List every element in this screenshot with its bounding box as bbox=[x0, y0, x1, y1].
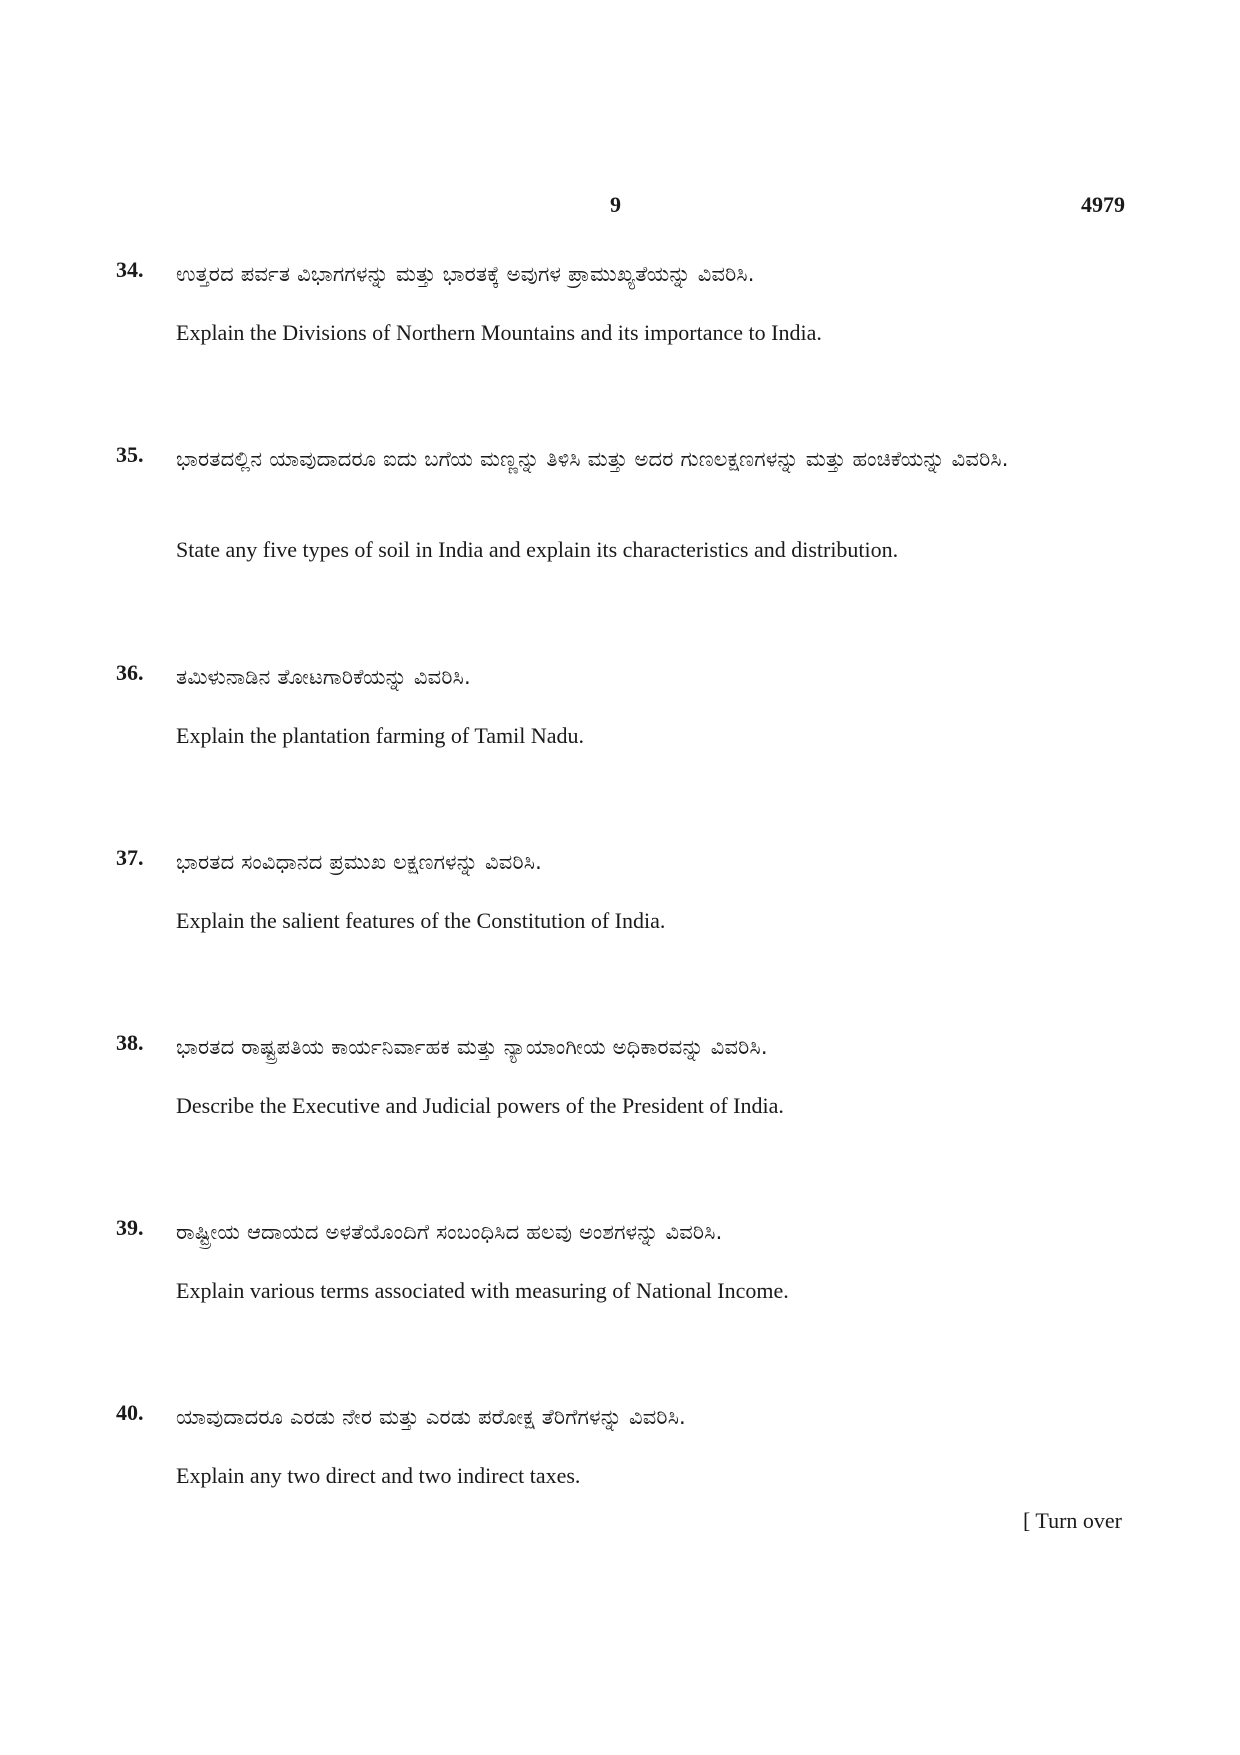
question-number: 34. bbox=[116, 257, 144, 282]
question-text-kannada: ರಾಷ್ಟ್ರೀಯ ಆದಾಯದ ಅಳತೆಯೊಂದಿಗೆ ಸಂಬಂಧಿಸಿದ ಹಲವು ಅಂಶಗಳನ್ನು ವಿವರಿಸಿ. bbox=[176, 1220, 723, 1244]
question-text-english: Explain various terms associated with measuring of National Income. bbox=[176, 1278, 789, 1303]
page-number: 9 bbox=[610, 192, 621, 217]
question-text-english: State any five types of soil in India and explain its characteristics and distribution. bbox=[176, 537, 899, 562]
question-number: 35. bbox=[116, 442, 144, 467]
question-text-kannada: ಭಾರತದ ಸಂವಿಧಾನದ ಪ್ರಮುಖ ಲಕ್ಷಣಗಳನ್ನು ವಿವರಿಸಿ. bbox=[176, 850, 542, 874]
question-number: 37. bbox=[116, 845, 144, 870]
question-number: 39. bbox=[116, 1215, 144, 1240]
question-number: 36. bbox=[116, 660, 144, 685]
question-text-english: Explain the Divisions of Northern Mountains and its importance to India. bbox=[176, 320, 822, 345]
question-text-english: Explain the salient features of the Constitution of India. bbox=[176, 908, 666, 933]
turn-over-note: [ Turn over bbox=[1022, 1508, 1122, 1533]
question-text-kannada: ಭಾರತದ ರಾಷ್ಟ್ರಪತಿಯ ಕಾರ್ಯನಿರ್ವಾಹಕ ಮತ್ತು ನ್ಯಾಯಾಂಗೀಯ ಅಧಿಕಾರವನ್ನು ವಿವರಿಸಿ. bbox=[176, 1035, 768, 1059]
question-text-english: Explain the plantation farming of Tamil Nadu. bbox=[176, 723, 585, 748]
paper-code: 4979 bbox=[1081, 192, 1125, 217]
question-text-kannada: ಉತ್ತರದ ಪರ್ವತ ವಿಭಾಗಗಳನ್ನು ಮತ್ತು ಭಾರತಕ್ಕೆ ಅವುಗಳ ಪ್ರಾಮುಖ್ಯತೆಯನ್ನು ವಿವರಿಸಿ. bbox=[176, 262, 755, 286]
question-number: 40. bbox=[116, 1400, 144, 1425]
question-text-english: Describe the Executive and Judicial powers of the President of India. bbox=[176, 1093, 784, 1118]
page-header bbox=[0, 192, 1240, 222]
question-text-kannada: ಭಾರತದಲ್ಲಿನ ಯಾವುದಾದರೂ ಐದು ಬಗೆಯ ಮಣ್ಣನ್ನು ತಿಳಿಸಿ ಮತ್ತು ಅದರ ಗುಣಲಕ್ಷಣಗಳನ್ನು ಮತ್ತು ಹಂಚಿಕೆಯನ್ನು ವಿವರಿಸಿ. bbox=[176, 447, 1009, 471]
question-number: 38. bbox=[116, 1030, 144, 1055]
question-text-kannada: ಯಾವುದಾದರೂ ಎರಡು ನೇರ ಮತ್ತು ಎರಡು ಪರೋಕ್ಷ ತೆರಿಗೆಗಳನ್ನು ವಿವರಿಸಿ. bbox=[176, 1405, 686, 1429]
question-text-kannada: ತಮಿಳುನಾಡಿನ ತೋಟಗಾರಿಕೆಯನ್ನು ವಿವರಿಸಿ. bbox=[176, 665, 471, 689]
question-text-english: Explain any two direct and two indirect taxes. bbox=[176, 1463, 581, 1488]
